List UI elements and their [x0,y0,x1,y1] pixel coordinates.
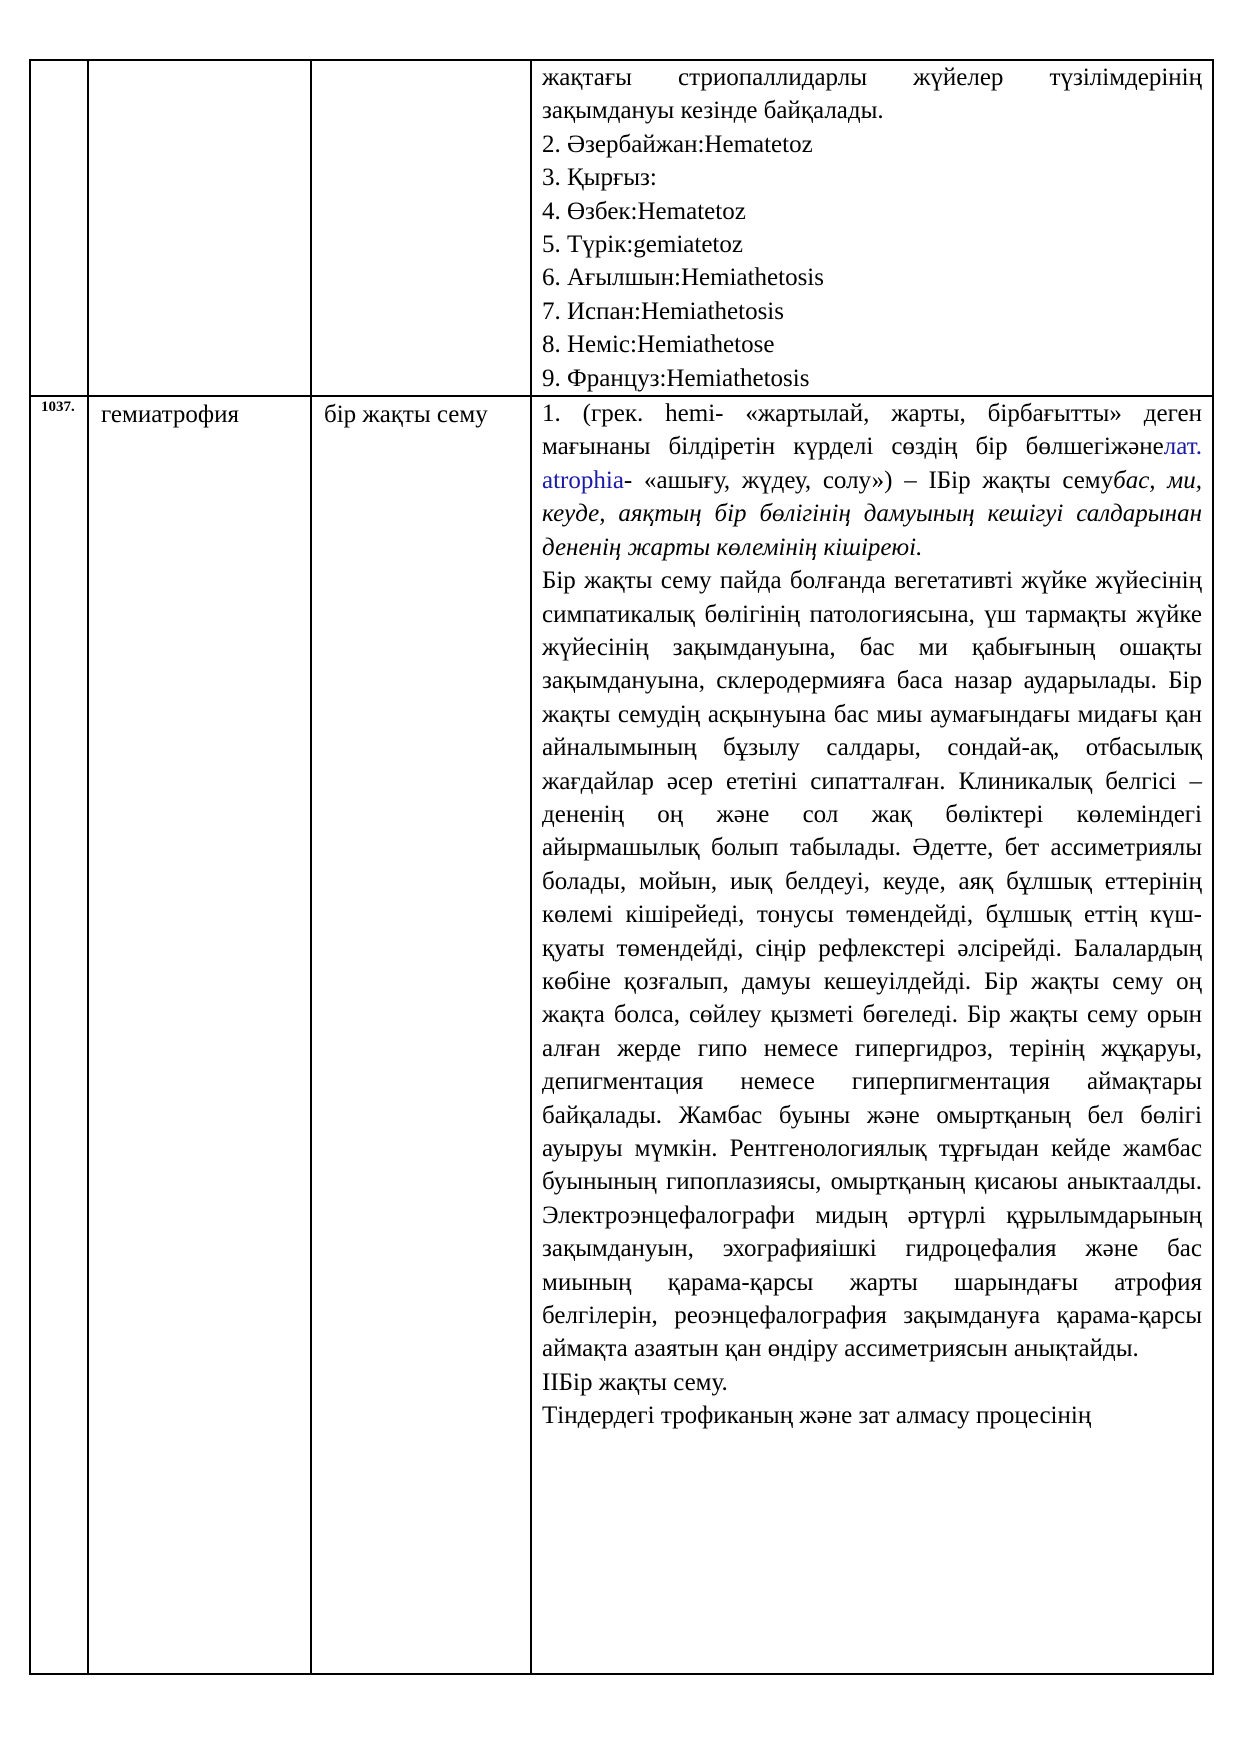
definition-intro-text-b: - «ашығу, жүдеу, солу») – IБір жақты сему [623,466,1114,494]
term-cell: гемиатрофия [88,396,311,1674]
dictionary-table [29,59,1214,1675]
definition-italic: бас, ми, кеуде, аяқтың бір бөлігінің дамуының кешігуі салдарынан дененің жарты көлемінің кішіреюі. [542,466,1203,561]
table-row [30,396,1213,1674]
table-row [30,60,1213,396]
continuation-text: жақтағы стриопаллидарлы жүйелер түзілімдерінің зақымдануы кезінде байқалады. [542,64,1202,125]
definition-paragraph: Бір жақты сему пайда болғанда вегетативті жүйке жүйесінің симпатикалық бөлігінің патологиясына, үш тармақты жүйке жүйесінің зақымдануына, бас ми қабығының ошақты зақымдануына, склеродермияға баса назар аударылады. Бір жақты семудің асқынуына бас миы аумағындағы мидағы қан айналымының бұзылу салдары, сондай-ақ, отбасылық жағдайлар әсер ететіні сипатталған. Клиникалық белгісі – дененің оң және сол жақ бөліктері көлеміндегі айырмашылық болып табылады. Әдетте, бет ассиметриялы болады, мойын, иық белдеуі, кеуде, аяқ бұлшық еттерінің көлемі кішірейеді, тонусы төмендейді, бұлшық еттің күш-қуаты төмендейді, сіңір рефлекстері әлсірейді. Балалардың көбіне қозғалып, дамуы кешеуілдейді. Бір жақты сему оң жақта болса, сөйлеу қызметі бөгеледі. Бір жақты сему орын алған жерде гипо немесе гипергидроз, терінің жұқаруы, депигментация немесе гиперпигментация аймақтары байқалады. Жамбас буыны және омыртқаның бел бөлігі ауыруы мүмкін. Рентгенологиялық тұрғыдан кейде жамбас буынының гипоплазиясы, омыртқаның қисаюы аныктаалды. Электроэнцефалографи мидың әртүрлі құрылымдарының зақымдануын, эхографияішкі гидроцефалия және бас миының қарама-қарсы жарты шарындағы атрофия белгілерін, реоэнцефалография зақымдануға қарама-қарсы аймақта азаятын қан өндіру ассиметриясын анықтайды. [542,567,1202,1363]
kazakh-term-cell [311,60,531,396]
translation-line: 3. Қырғыз: [542,164,657,192]
translation-line: 7. Испан:Hemiathetosis [542,297,784,325]
translation-line: 4. Өзбек:Hematetoz [542,197,746,225]
translation-line: 5. Түрік:gemiatetoz [542,231,743,259]
term-cell [88,60,311,396]
definition-intro [542,397,1202,564]
translation-line: 6. Ағылшын:Hemiathetosis [542,264,824,292]
entry-number-cell: 1037. [30,396,88,1674]
translation-line: 2. Әзербайжан:Hematetoz [542,130,813,158]
translation-line: 9. Француз:Hemiathetosis [542,364,810,392]
sense-two-text: Тіндердегі трофиканың және зат алмасу процесінің [542,1402,1092,1430]
definition-cell [531,396,1213,1674]
definition-cell [531,60,1213,396]
definition-intro-text: 1. (грек. hemi- «жартылай, жарты, бірбағытты» деген мағынаны білдіретін күрделі сөздің бір бөлшегіжәне [542,400,1202,461]
sense-two-heading: IIБір жақты сему. [542,1368,728,1396]
kazakh-term-cell: бір жақты сему [311,396,531,1674]
entry-number-cell [30,60,88,396]
translation-line: 8. Неміс:Hemiathetose [542,331,775,359]
latin-term-link[interactable]: лат. atrophia [542,433,1202,494]
